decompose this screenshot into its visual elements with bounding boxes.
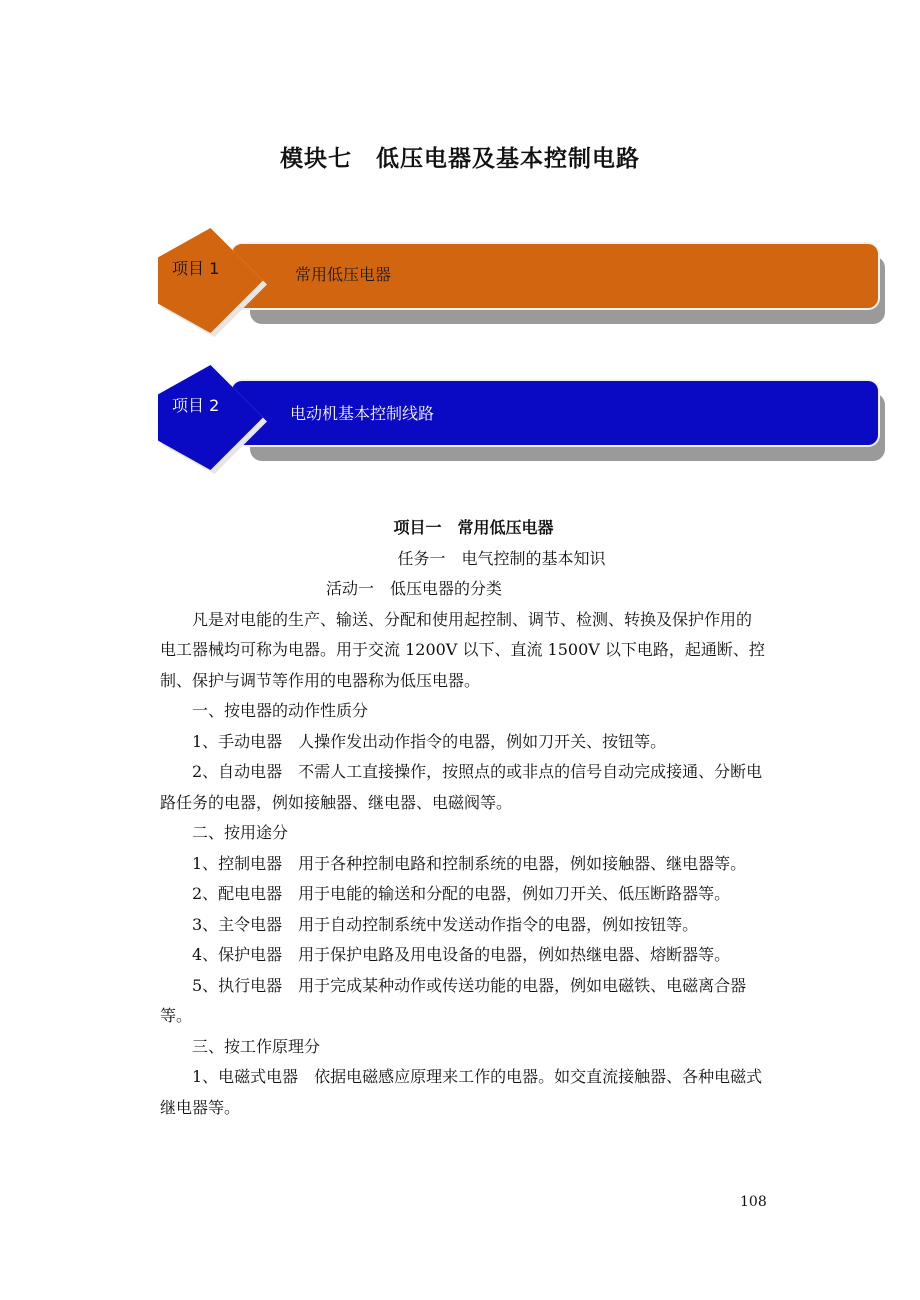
section-heading: 三、按工作原理分 xyxy=(192,1036,321,1056)
paragraph: 1、手动电器 人操作发出动作指令的电器，例如刀开关、按钮等。 xyxy=(192,731,667,751)
activity-heading: 活动一 低压电器的分类 xyxy=(326,579,503,598)
paragraph: 凡是对电能的生产、输送、分配和使用起控制、调节、检测、转换及保护作用的电工器械均可称为电器。用于交流 1200V 以下、直流 1500V 以下电路，起通断、控制、保护与调节等作用的电器称为低压电器。 xyxy=(160,609,765,690)
paragraph: 1、电磁式电器 依据电磁感应原理来工作的电器。如交直流接触器、各种电磁式继电器等。 xyxy=(160,1067,763,1117)
task-heading: 任务一 电气控制的基本知识 xyxy=(397,548,606,568)
paragraph: 1、控制电器 用于各种控制电路和控制系统的电器，例如接触器、继电器等。 xyxy=(192,853,747,873)
project-2-tag: 项目 2 xyxy=(172,396,220,415)
section-heading: 一、按电器的动作性质分 xyxy=(192,701,369,720)
paragraph: 4、保护电器 用于保护电路及用电设备的电器，例如热继电器、熔断器等。 xyxy=(192,945,731,964)
paragraph: 2、配电电器 用于电能的输送和分配的电器，例如刀开关、低压断路器等。 xyxy=(192,884,731,903)
section-heading: 二、按用途分 xyxy=(192,823,289,842)
project-1-tag: 项目 1 xyxy=(172,259,220,278)
paragraph: 5、执行电器 用于完成某种动作或传送功能的电器，例如电磁铁、电磁离合器等。 xyxy=(160,975,747,1025)
paragraph: 3、主令电器 用于自动控制系统中发送动作指令的电器，例如按钮等。 xyxy=(192,914,699,934)
body-text xyxy=(160,513,765,1123)
project-1-banner xyxy=(150,228,895,338)
project-2-banner xyxy=(150,365,895,475)
project-heading: 项目一 常用低压电器 xyxy=(393,518,554,537)
page-title: 模块七 低压电器及基本控制电路 xyxy=(280,146,640,172)
paragraph: 2、自动电器 不需人工直接操作，按照点的或非点的信号自动完成接通、分断电路任务的电器，例如接触器、继电器、电磁阀等。 xyxy=(160,762,763,812)
project-2-label: 电动机基本控制线路 xyxy=(290,404,435,423)
page-number: 108 xyxy=(740,1194,767,1210)
project-1-label: 常用低压电器 xyxy=(295,265,392,284)
